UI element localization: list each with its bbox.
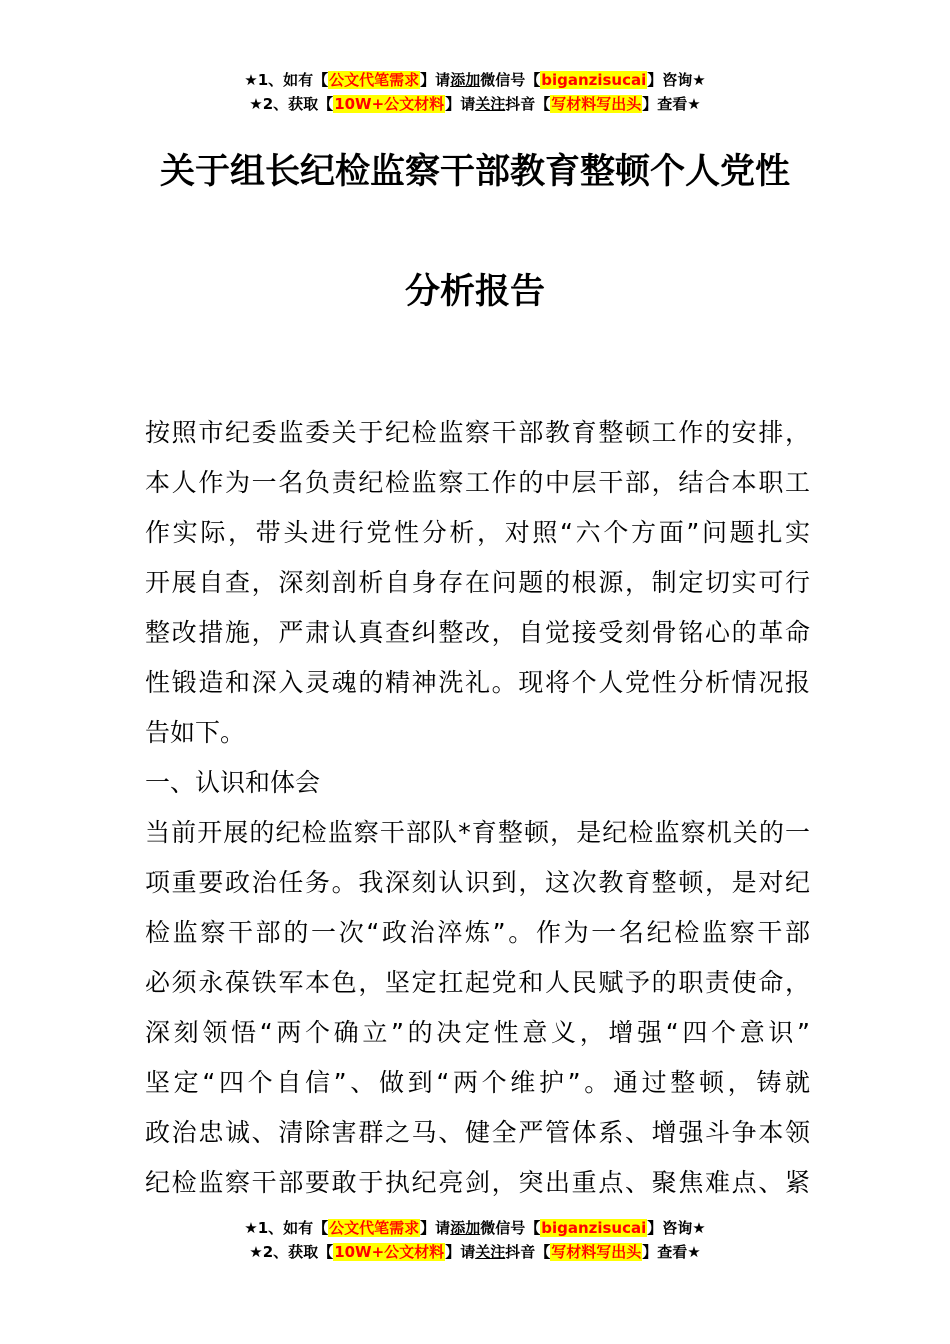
banner-emphasis: 添加 bbox=[450, 1219, 481, 1237]
body-line: 当前开展的纪检监察干部队*育整顿，是纪检监察机关的一 bbox=[145, 818, 810, 847]
body-line: 必须永葆铁军本色，坚定扛起党和人民赋予的职责使命， bbox=[145, 968, 810, 997]
highlight-service: 公文代笔需求 bbox=[329, 71, 420, 89]
document-title-line-2: 分析报告 bbox=[404, 272, 545, 312]
body-line: 坚定“四个自信”、做到“两个维护”。通过整顿，铸就 bbox=[145, 1068, 810, 1097]
body-line: 政治忠诚、清除害群之马、健全严管体系、增强斗争本领 bbox=[145, 1118, 810, 1147]
banner-text: 抖音【 bbox=[505, 1243, 551, 1261]
banner-text: 微信号【 bbox=[480, 1219, 541, 1237]
banner-text: 抖音【 bbox=[505, 95, 551, 113]
banner-text: ★2、获取【 bbox=[249, 1243, 334, 1261]
banner-text: 】请 bbox=[445, 1243, 476, 1261]
body-line: 检监察干部的一次“政治淬炼”。作为一名纪检监察干部 bbox=[145, 918, 810, 947]
banner-text: ★1、如有【 bbox=[244, 1219, 329, 1237]
banner-text: ★1、如有【 bbox=[244, 71, 329, 89]
highlight-douyin: 写材料写出头 bbox=[551, 95, 642, 113]
section-heading: 一、认识和体会 bbox=[145, 768, 321, 797]
body-line: 整改措施，严肃认真查纠整改，自觉接受刻骨铭心的革命 bbox=[145, 618, 810, 647]
highlight-douyin: 写材料写出头 bbox=[551, 1243, 642, 1261]
banner-text: 】咨询★ bbox=[647, 1219, 706, 1237]
body-line: 按照市纪委监委关于纪检监察干部教育整顿工作的安排， bbox=[145, 418, 810, 447]
banner-text: ★2、获取【 bbox=[249, 95, 334, 113]
body-line: 项重要政治任务。我深刻认识到，这次教育整顿，是对纪 bbox=[145, 868, 810, 897]
banner-text: 】咨询★ bbox=[647, 71, 706, 89]
banner-text: 】查看★ bbox=[642, 1243, 701, 1261]
document-body bbox=[145, 408, 810, 1208]
body-line: 告如下。 bbox=[145, 718, 246, 747]
highlight-wechat-id: biganzisucai bbox=[541, 1219, 647, 1237]
body-line: 作实际，带头进行党性分析，对照“六个方面”问题扎实 bbox=[145, 518, 810, 547]
footer-banner bbox=[0, 1216, 950, 1264]
body-line: 开展自查，深刻剖析自身存在问题的根源，制定切实可行 bbox=[145, 568, 810, 597]
highlight-materials: 10W+公文材料 bbox=[334, 1243, 445, 1261]
body-line: 本人作为一名负责纪检监察工作的中层干部，结合本职工 bbox=[145, 468, 810, 497]
banner-text: 】请 bbox=[420, 1219, 451, 1237]
body-line: 深刻领悟“两个确立”的决定性意义，增强“四个意识” bbox=[145, 1018, 810, 1047]
banner-text: 】请 bbox=[420, 71, 451, 89]
highlight-wechat-id: biganzisucai bbox=[541, 71, 647, 89]
body-line: 性锻造和深入灵魂的精神洗礼。现将个人党性分析情况报 bbox=[145, 668, 810, 697]
banner-emphasis: 添加 bbox=[450, 71, 481, 89]
banner-emphasis: 关注 bbox=[475, 1243, 506, 1261]
document-title-line-1: 关于组长纪检监察干部教育整顿个人党性 bbox=[159, 152, 790, 192]
banner-text: 微信号【 bbox=[480, 71, 541, 89]
banner-line-1 bbox=[0, 1216, 950, 1240]
highlight-materials: 10W+公文材料 bbox=[334, 95, 445, 113]
banner-text: 】查看★ bbox=[642, 95, 701, 113]
body-line: 纪检监察干部要敢于执纪亮剑，突出重点、聚焦难点、紧 bbox=[145, 1168, 810, 1197]
banner-line-2 bbox=[0, 92, 950, 116]
banner-line-2 bbox=[0, 1240, 950, 1264]
banner-text: 】请 bbox=[445, 95, 476, 113]
banner-emphasis: 关注 bbox=[475, 95, 506, 113]
banner-line-1 bbox=[0, 68, 950, 92]
highlight-service: 公文代笔需求 bbox=[329, 1219, 420, 1237]
header-banner bbox=[0, 68, 950, 116]
